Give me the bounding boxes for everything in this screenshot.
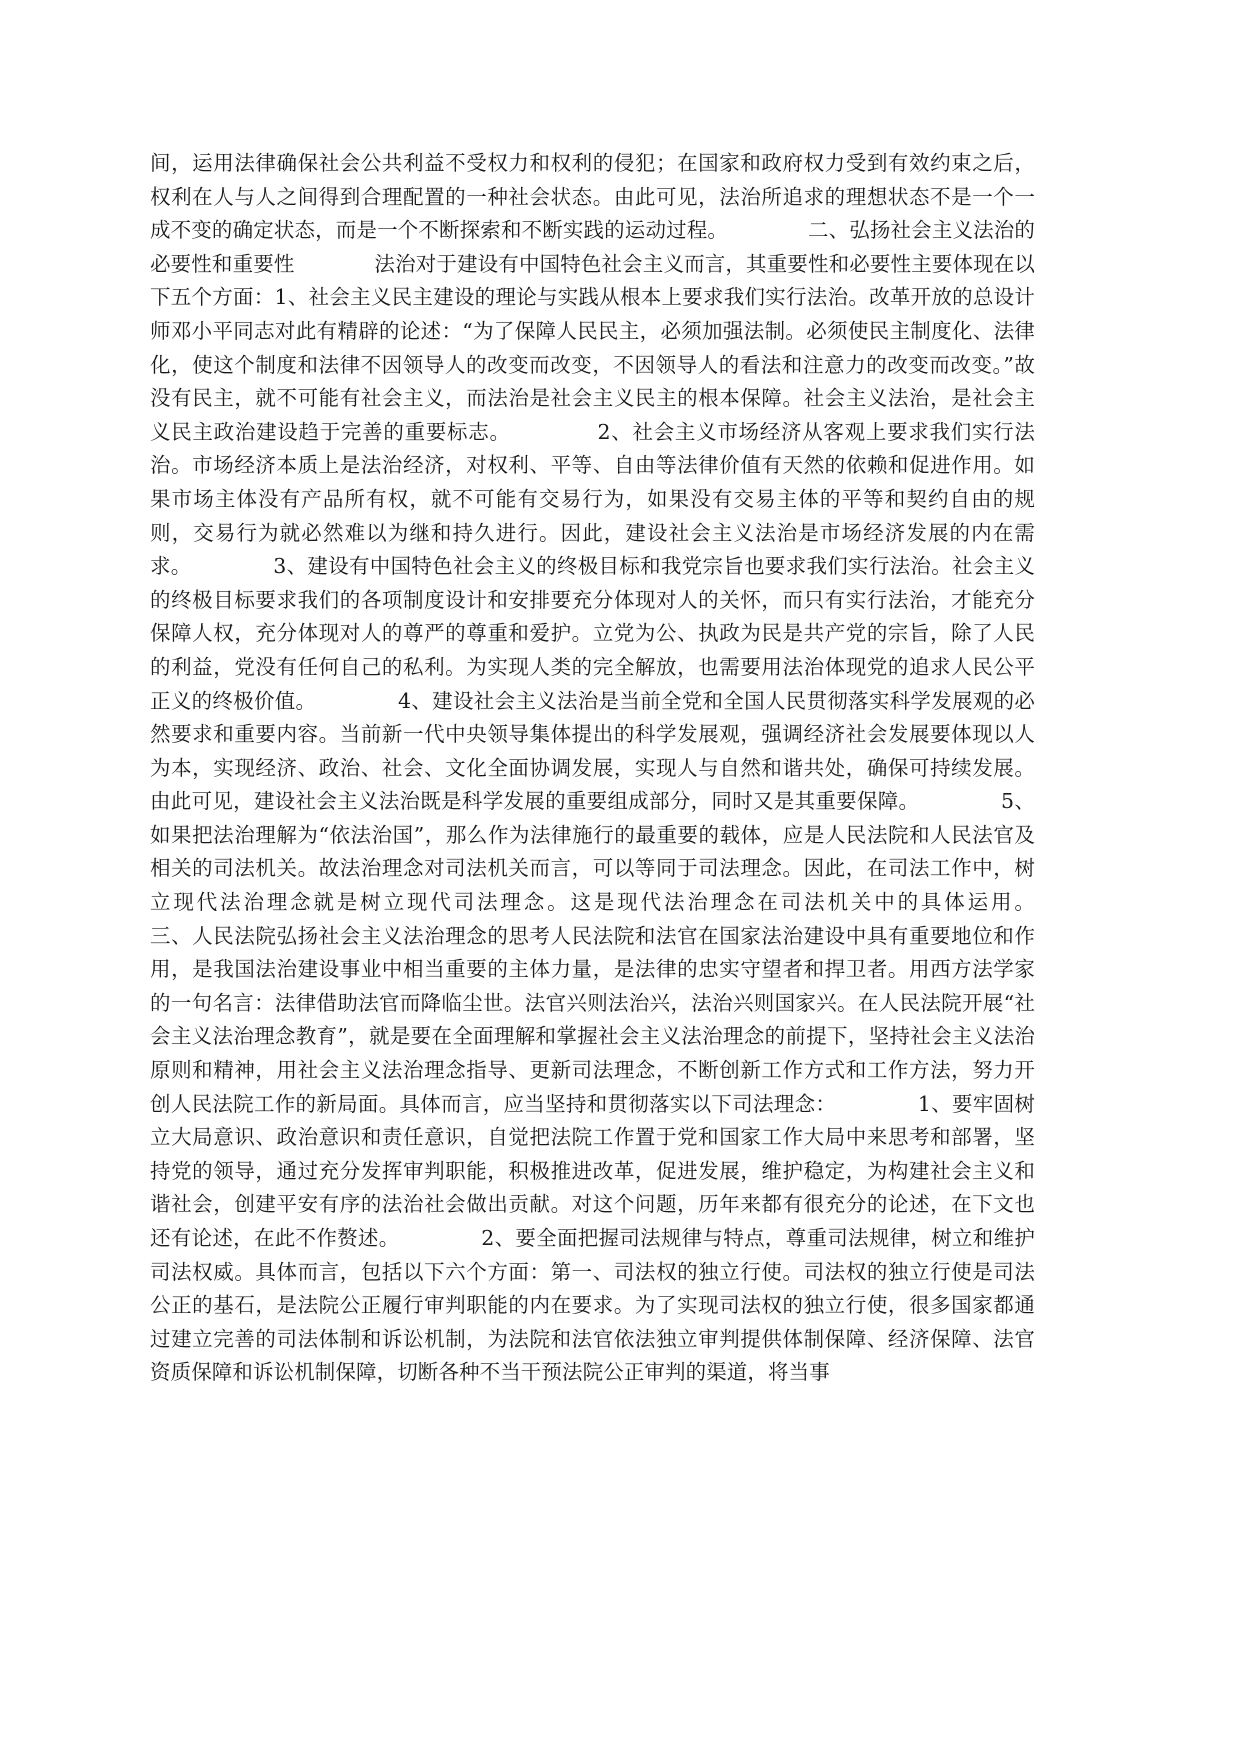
body-text: 间，运用法律确保社会公共利益不受权力和权利的侵犯；在国家和政府权力受到有效约束之后，权利在人与人之间得到合理配置的一种社会状态。由此可见，法治所追求的理想状态不是一个一成不变的确定状态，而是一个不断探索和不断实践的运动过程。 二、弘扬社会主义法治的必要性和重要性 法治对于建设有中国特色社会主义而言，其重要性和必要性主要体现在以下五个方面：1、社会主义民主建设的理论与实践从根本上要求我们实行法治。改革开放的总设计师邓小平同志对此有精辟的论述：“为了保障人民民主，必须加强法制。必须使民主制度化、法律化，使这个制度和法律不因领导人的改变而改变，不因领导人的看法和注意力的改变而改变。”故没有民主，就不可能有社会主义，而法治是社会主义民主的根本保障。社会主义法治，是社会主义民主政治建设趋于完善的重要标志。 2、社会主义市场经济从客观上要求我们实行法治。市场经济本质上是法治经济，对权利、平等、自由等法律价值有天然的依赖和促进作用。如果市场主体没有产品所有权，就不可能有交易行为，如果没有交易主体的平等和契约自由的规则，交易行为就必然难以为继和持久进行。因此，建设社会主义法治是市场经济发展的内在需求。 3、建设有中国特色社会主义的终极目标和我党宗旨也要求我们实行法治。社会主义的终极目标要求我们的各项制度设计和安排要充分体现对人的关怀，而只有实行法治，才能充分保障人权，充分体现对人的尊严的尊重和爱护。立党为公、执政为民是共产党的宗旨，除了人民的利益，党没有任何自己的私利。为实现人类的完全解放，也需要用法治体现党的追求人民公平正义的终极价值。 4、建设社会主义法治是当前全党和全国人民贯彻落实科学发展观的必然要求和重要内容。当前新一代中央领导集体提出的科学发展观，强调经济社会发展要体现以人为本，实现经济、政治、社会、文化全面协调发展，实现人与自然和谐共处，确保可持续发展。由此可见，建设社会主义法治既是科学发展的重要组成部分，同时又是其重要保障。 5、如果把法治理解为“依法治国”，那么作为法律施行的最重要的载体，应是人民法院和人民法官及相关的司法机关。故法治理念对司法机关而言，可以等同于司法理念。因此，在司法工作中，树立现代法治理念就是树立现代司法理念。这是现代法治理念在司法机关中的具体运用。 三、人民法院弘扬社会主义法治理念的思考人民法院和法官在国家法治建设中具有重要地位和作用，是我国法治建设事业中相当重要的主体力量，是法律的忠实守望者和捍卫者。用西方法学家的一句名言：法律借助法官而降临尘世。法官兴则法治兴，法治兴则国家兴。在人民法院开展“社会主义法治理念教育”，就是要在全面理解和掌握社会主义法治理念的前提下，坚持社会主义法治原则和精神，用社会主义法治理念指导、更新司法理念，不断创新工作方式和工作方法，努力开创人民法院工作的新局面。具体而言，应当坚持和贯彻落实以下司法理念： 1、要牢固树立大局意识、政治意识和责任意识，自觉把法院工作置于党和国家工作大局中来思考和部署，坚持党的领导，通过充分发挥审判职能，积极推进改革，促进发展，维护稳定，为构建社会主义和谐社会，创建平安有序的法治社会做出贡献。对这个问题，历年来都有很充分的论述，在下文也还有论述，在此不作赘述。 2、要全面把握司法规律与特点，尊重司法规律，树立和维护司法权威。具体而言，包括以下六个方面：第一、司法权的独立行使。司法权的独立行使是司法公正的基石，是法院公正履行审判职能的内在要求。为了实现司法权的独立行使，很多国家都通过建立完善的司法体制和诉讼机制，为法院和法官依法独立审判提供体制保障、经济保障、法官资质保障和诉讼机制保障，切断各种不当干预法院公正审判的渠道，将当事 bbox=[150, 151, 1115, 1385]
